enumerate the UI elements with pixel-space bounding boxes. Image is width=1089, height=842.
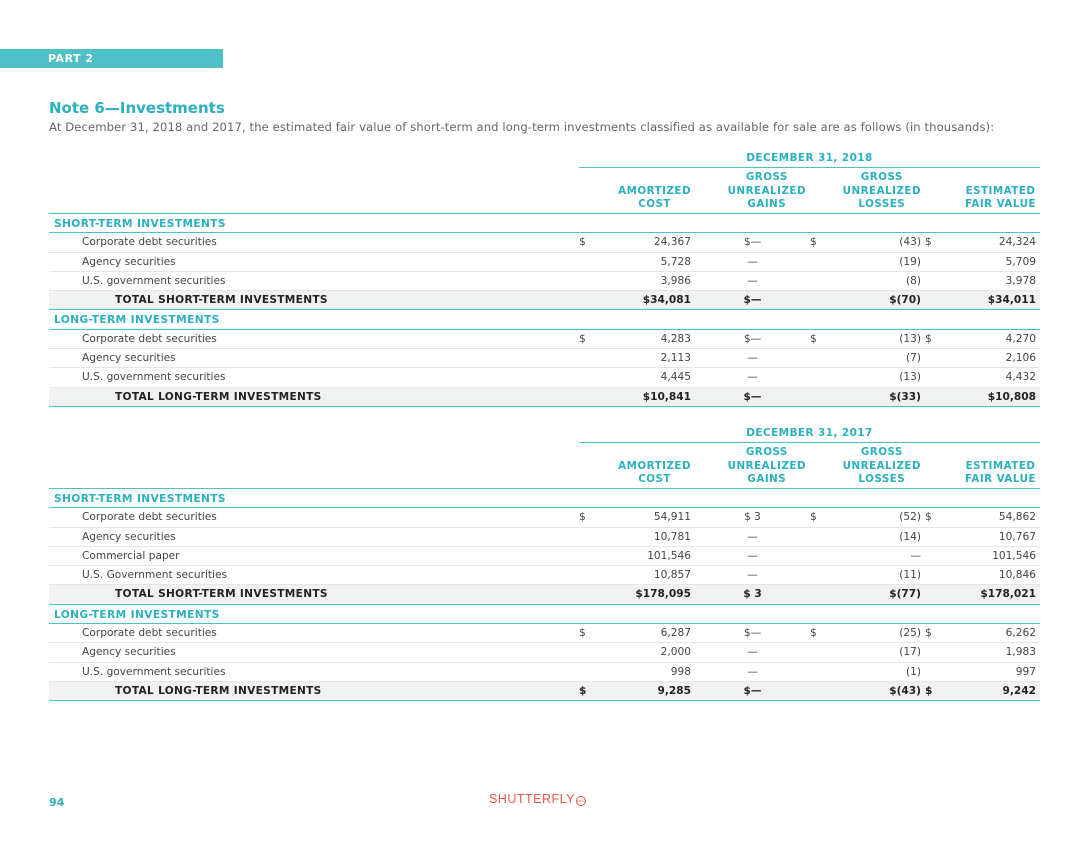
fair-value-cell: [925, 682, 1040, 700]
fair-value-cell-value: 54,862: [998, 511, 1036, 524]
unrealized-gains-cell-value: $—: [743, 627, 762, 640]
total-row-label: TOTAL SHORT-TERM INVESTMENTS: [115, 294, 328, 307]
table-row-label: Commercial paper: [82, 549, 180, 562]
fair-value-cell: [925, 388, 1040, 406]
unrealized-losses-header-line: UNREALIZED: [842, 459, 921, 472]
investments-table-2017: [49, 423, 1040, 701]
fair-value-cell-value: $178,021: [980, 588, 1036, 601]
unrealized-losses-header-line: UNREALIZED: [842, 184, 921, 197]
unrealized-gains-cell-value: —: [747, 646, 758, 659]
unrealized-losses-cell: [810, 624, 925, 642]
table-row-label: Agency securities: [82, 352, 176, 365]
unrealized-losses-cell-value: —: [910, 549, 921, 562]
amortized-cost-cell: [579, 253, 695, 271]
unrealized-gains-header-line: GROSS: [745, 445, 788, 458]
unrealized-gains-cell: [695, 349, 810, 367]
unrealized-losses-cell-value: (43): [899, 236, 921, 249]
amortized-cost-cell: [579, 349, 695, 367]
fair-value-cell-currency: $: [925, 684, 933, 697]
amortized-cost-header-text: [618, 185, 691, 212]
unrealized-gains-header-line: UNREALIZED: [727, 184, 806, 197]
table-row: [49, 566, 1040, 585]
amortized-cost-cell-value: $34,081: [642, 294, 691, 307]
amortized-cost-cell: [579, 528, 695, 546]
amortized-cost-cell-value: 2,000: [660, 646, 691, 659]
total-row: [49, 585, 1040, 604]
unrealized-losses-cell-currency: $: [810, 236, 817, 249]
fair-value-cell: [925, 272, 1040, 290]
unrealized-gains-cell: [695, 663, 810, 681]
unrealized-losses-cell-currency: $: [810, 627, 817, 640]
fair-value-header-text: [965, 460, 1036, 487]
unrealized-gains-cell: [695, 643, 810, 661]
fair-value-cell-value: 3,978: [1005, 274, 1036, 287]
brand-logo: [489, 792, 586, 806]
unrealized-gains-header-text: [728, 446, 806, 487]
fair-value-cell: [925, 508, 1040, 526]
unrealized-losses-cell: [810, 349, 925, 367]
unrealized-losses-header-line: GROSS: [860, 445, 903, 458]
unrealized-gains-header-line: GROSS: [745, 170, 788, 183]
unrealized-losses-cell: [810, 291, 925, 309]
table-row: [49, 368, 1040, 387]
table-row-label: U.S. government securities: [82, 371, 226, 384]
unrealized-gains-cell: [695, 547, 810, 565]
fair-value-cell-value: 6,262: [1005, 627, 1036, 640]
unrealized-gains-header-line: UNREALIZED: [727, 459, 806, 472]
table-row-label: Corporate debt securities: [82, 511, 217, 524]
total-row-label: TOTAL SHORT-TERM INVESTMENTS: [115, 588, 328, 601]
unrealized-gains-cell-value: —: [747, 352, 758, 365]
amortized-cost-cell-value: 4,283: [660, 332, 691, 345]
unrealized-gains-cell: [695, 585, 810, 603]
unrealized-gains-cell-value: —: [747, 371, 758, 384]
unrealized-gains-cell: [695, 233, 810, 251]
unrealized-gains-cell-value: $ 3: [744, 511, 761, 524]
amortized-cost-cell-value: 10,857: [653, 569, 691, 582]
unrealized-gains-cell: [695, 368, 810, 386]
brand-name: SHUTTERFLY: [489, 792, 576, 806]
amortized-cost-header-line: COST: [638, 198, 671, 211]
fair-value-cell: [925, 349, 1040, 367]
fair-value-cell: [925, 368, 1040, 386]
table-row: [49, 624, 1040, 643]
fair-value-cell: [925, 528, 1040, 546]
fair-value-cell: [925, 643, 1040, 661]
fair-value-cell-currency: $: [925, 511, 932, 524]
table-row-label: U.S. government securities: [82, 665, 226, 678]
fair-value-cell-currency: $: [925, 332, 932, 345]
section-header: LONG-TERM INVESTMENTS: [49, 310, 1040, 329]
unrealized-gains-cell: [695, 624, 810, 642]
fair-value-cell: [925, 547, 1040, 565]
unrealized-losses-cell-value: $(77): [889, 588, 921, 601]
fair-value-cell-value: 1,983: [1005, 646, 1036, 659]
amortized-cost-cell: [579, 233, 695, 251]
unrealized-gains-cell-value: $—: [743, 236, 762, 249]
amortized-cost-cell: [579, 330, 695, 348]
unrealized-gains-cell: [695, 330, 810, 348]
unrealized-gains-cell: [695, 291, 810, 309]
unrealized-losses-cell-value: $(70): [889, 294, 921, 307]
amortized-cost-cell-value: 54,911: [653, 511, 691, 524]
unrealized-losses-cell: [810, 643, 925, 661]
fair-value-header: [925, 168, 1040, 213]
amortized-cost-header: [579, 168, 695, 213]
unrealized-losses-cell-value: (7): [905, 352, 921, 365]
unrealized-gains-cell-value: $—: [743, 390, 762, 403]
fair-value-cell: [925, 566, 1040, 584]
unrealized-losses-cell: [810, 272, 925, 290]
fair-value-cell-currency: $: [925, 236, 932, 249]
unrealized-gains-cell-value: —: [747, 530, 758, 543]
fair-value-cell: [925, 253, 1040, 271]
unrealized-gains-header-line: GAINS: [747, 473, 787, 486]
table-row-label: Agency securities: [82, 530, 176, 543]
fair-value-cell-value: 9,242: [1002, 684, 1036, 697]
unrealized-gains-cell: [695, 566, 810, 584]
amortized-cost-cell-currency: $: [579, 236, 586, 249]
unrealized-losses-cell-value: (14): [899, 530, 921, 543]
total-row-label: TOTAL LONG-TERM INVESTMENTS: [115, 684, 322, 697]
unrealized-losses-cell-value: (13): [899, 371, 921, 384]
part-label: PART 2: [48, 52, 94, 65]
unrealized-gains-cell: [695, 388, 810, 406]
table-row: [49, 643, 1040, 662]
unrealized-losses-cell: [810, 547, 925, 565]
amortized-cost-cell-currency: $: [579, 627, 586, 640]
amortized-cost-header-text: [618, 460, 691, 487]
fair-value-cell: [925, 291, 1040, 309]
unrealized-losses-cell-value: (17): [899, 646, 921, 659]
amortized-cost-cell: [579, 624, 695, 642]
unrealized-losses-cell: [810, 233, 925, 251]
unrealized-gains-cell-value: —: [747, 255, 758, 268]
amortized-cost-cell: [579, 272, 695, 290]
fair-value-header-text: [965, 185, 1036, 212]
unrealized-gains-header: [695, 443, 810, 488]
fair-value-header-line: FAIR VALUE: [965, 473, 1036, 486]
table-row: [49, 233, 1040, 252]
fair-value-cell: [925, 624, 1040, 642]
note-title: Note 6—Investments: [49, 99, 225, 117]
unrealized-gains-header: [695, 168, 810, 213]
fair-value-cell-value: 4,270: [1005, 332, 1036, 345]
unrealized-losses-cell: [810, 663, 925, 681]
amortized-cost-cell-value: 3,986: [660, 274, 691, 287]
unrealized-losses-cell: [810, 682, 925, 700]
amortized-cost-header-line: COST: [638, 473, 671, 486]
column-header-spacer: [49, 168, 579, 213]
unrealized-losses-cell-currency: $: [810, 511, 817, 524]
table-row: [49, 349, 1040, 368]
unrealized-losses-header: [810, 443, 925, 488]
amortized-cost-cell: [579, 547, 695, 565]
fair-value-cell-value: $34,011: [987, 294, 1036, 307]
table-row-label: Corporate debt securities: [82, 627, 217, 640]
unrealized-losses-header-text: [843, 446, 921, 487]
table-row: [49, 253, 1040, 272]
column-headers: [49, 443, 1040, 489]
table-row: [49, 508, 1040, 527]
table-row: [49, 663, 1040, 682]
brand-badge: INC: [576, 796, 586, 806]
amortized-cost-cell-value: 9,285: [657, 684, 691, 697]
amortized-cost-cell: [579, 291, 695, 309]
table-row-label: U.S. Government securities: [82, 569, 228, 582]
unrealized-losses-cell: [810, 585, 925, 603]
unrealized-gains-cell-value: —: [747, 549, 758, 562]
table-row: [49, 547, 1040, 566]
fair-value-cell-currency: $: [925, 627, 932, 640]
amortized-cost-cell: [579, 663, 695, 681]
unrealized-losses-cell-value: (25): [899, 627, 921, 640]
unrealized-losses-cell-value: (1): [905, 665, 921, 678]
unrealized-gains-cell-value: $—: [743, 684, 762, 697]
amortized-cost-cell: [579, 566, 695, 584]
amortized-cost-cell-value: 6,287: [660, 627, 691, 640]
total-row-label: TOTAL LONG-TERM INVESTMENTS: [115, 390, 322, 403]
unrealized-losses-cell: [810, 508, 925, 526]
unrealized-losses-header-line: GROSS: [860, 170, 903, 183]
unrealized-losses-cell-value: (52): [899, 511, 921, 524]
investments-table-2018: [49, 148, 1040, 407]
unrealized-losses-cell-value: (13): [899, 332, 921, 345]
amortized-cost-cell: [579, 388, 695, 406]
total-row: [49, 682, 1040, 701]
unrealized-losses-cell-value: (11): [899, 569, 921, 582]
amortized-cost-cell-value: 10,781: [653, 530, 691, 543]
fair-value-cell: [925, 585, 1040, 603]
amortized-cost-cell: [579, 682, 695, 700]
unrealized-losses-cell-currency: $: [810, 332, 817, 345]
amortized-cost-cell-value: 101,546: [647, 549, 691, 562]
amortized-cost-cell-value: $178,095: [635, 588, 691, 601]
unrealized-losses-cell: [810, 566, 925, 584]
unrealized-losses-header: [810, 168, 925, 213]
fair-value-header: [925, 443, 1040, 488]
unrealized-losses-cell: [810, 253, 925, 271]
amortized-cost-cell: [579, 643, 695, 661]
amortized-cost-cell: [579, 368, 695, 386]
period-header: DECEMBER 31, 2017: [579, 423, 1040, 443]
unrealized-losses-cell: [810, 368, 925, 386]
amortized-cost-header-line: AMORTIZED: [618, 459, 691, 472]
unrealized-gains-cell-value: —: [747, 665, 758, 678]
fair-value-cell: [925, 233, 1040, 251]
fair-value-header-line: ESTIMATED: [965, 459, 1036, 472]
amortized-cost-cell-currency: $: [579, 684, 587, 697]
table-row: [49, 528, 1040, 547]
amortized-cost-cell-value: 5,728: [660, 255, 691, 268]
table-row-label: Corporate debt securities: [82, 332, 217, 345]
amortized-cost-header: [579, 443, 695, 488]
table-row-label: Agency securities: [82, 255, 176, 268]
unrealized-gains-header-line: GAINS: [747, 198, 787, 211]
unrealized-gains-cell: [695, 528, 810, 546]
table-row-label: Corporate debt securities: [82, 236, 217, 249]
unrealized-gains-header-text: [728, 171, 806, 212]
amortized-cost-cell-value: 2,113: [660, 352, 691, 365]
fair-value-cell: [925, 663, 1040, 681]
amortized-cost-cell: [579, 585, 695, 603]
unrealized-losses-header-line: LOSSES: [858, 473, 906, 486]
fair-value-cell-value: 101,546: [992, 549, 1036, 562]
unrealized-gains-cell-value: —: [747, 569, 758, 582]
unrealized-losses-cell: [810, 528, 925, 546]
unrealized-losses-cell-value: $(43): [889, 684, 921, 697]
unrealized-losses-cell: [810, 330, 925, 348]
unrealized-gains-cell: [695, 682, 810, 700]
unrealized-gains-cell: [695, 272, 810, 290]
amortized-cost-cell: [579, 508, 695, 526]
table-row: [49, 272, 1040, 291]
table-row-label: U.S. government securities: [82, 274, 226, 287]
fair-value-cell-value: 10,767: [998, 530, 1036, 543]
unrealized-gains-cell-value: $ 3: [743, 588, 762, 601]
fair-value-header-line: ESTIMATED: [965, 184, 1036, 197]
amortized-cost-cell-value: 24,367: [653, 236, 691, 249]
amortized-cost-cell-value: 998: [670, 665, 691, 678]
fair-value-cell-value: 2,106: [1005, 352, 1036, 365]
unrealized-gains-cell-value: $—: [743, 332, 762, 345]
unrealized-losses-cell-value: (8): [905, 274, 921, 287]
unrealized-losses-cell: [810, 388, 925, 406]
amortized-cost-cell-value: 4,445: [660, 371, 691, 384]
unrealized-gains-cell-value: —: [747, 274, 758, 287]
amortized-cost-cell-value: $10,841: [642, 390, 691, 403]
unrealized-losses-header-line: LOSSES: [858, 198, 906, 211]
fair-value-cell-value: 5,709: [1005, 255, 1036, 268]
unrealized-gains-cell: [695, 508, 810, 526]
period-header: DECEMBER 31, 2018: [579, 148, 1040, 168]
section-header: LONG-TERM INVESTMENTS: [49, 605, 1040, 624]
page-number: 94: [49, 796, 65, 809]
fair-value-cell-value: 997: [1015, 665, 1036, 678]
section-header: SHORT-TERM INVESTMENTS: [49, 214, 1040, 233]
table-row-label: Agency securities: [82, 646, 176, 659]
fair-value-cell-value: 4,432: [1005, 371, 1036, 384]
amortized-cost-header-line: AMORTIZED: [618, 184, 691, 197]
note-intro: At December 31, 2018 and 2017, the estimated fair value of short-term and long-term investments classified as available for sale are as follows (in thousands):: [49, 120, 995, 134]
section-header: SHORT-TERM INVESTMENTS: [49, 489, 1040, 508]
unrealized-losses-cell-value: (19): [899, 255, 921, 268]
total-row: [49, 388, 1040, 407]
fair-value-cell-value: 10,846: [998, 569, 1036, 582]
amortized-cost-cell-currency: $: [579, 332, 586, 345]
fair-value-cell-value: 24,324: [998, 236, 1036, 249]
unrealized-losses-header-text: [843, 171, 921, 212]
table-row: [49, 330, 1040, 349]
fair-value-header-line: FAIR VALUE: [965, 198, 1036, 211]
part-banner: [0, 49, 223, 68]
fair-value-cell: [925, 330, 1040, 348]
amortized-cost-cell-currency: $: [579, 511, 586, 524]
column-header-spacer: [49, 443, 579, 488]
unrealized-losses-cell-value: $(33): [889, 390, 921, 403]
unrealized-gains-cell: [695, 253, 810, 271]
unrealized-gains-cell-value: $—: [743, 294, 762, 307]
total-row: [49, 291, 1040, 310]
fair-value-cell-value: $10,808: [987, 390, 1036, 403]
column-headers: [49, 168, 1040, 214]
